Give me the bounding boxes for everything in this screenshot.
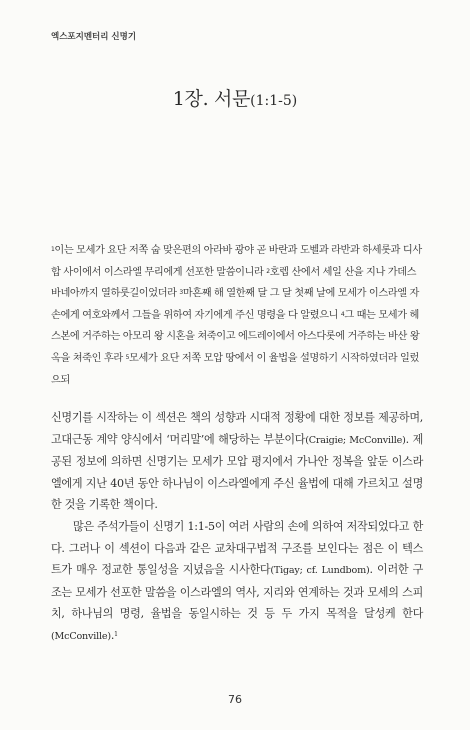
scripture-passage	[51, 240, 423, 391]
paragraph-text: 신명기를 시작하는 이 섹션은 책의 성향과 시대적 정황에 대한 정보를 제공하며, 고대근동 계약 양식에서 ‘머리말’에 해당하는 부분이다	[51, 411, 423, 446]
verse-number: 5	[125, 353, 130, 361]
footnote-marker[interactable]: 1	[114, 630, 118, 638]
verse-number: 2	[266, 267, 270, 275]
citation: (Tigay; cf. Lundbom)	[270, 565, 370, 577]
chapter-title	[0, 84, 470, 111]
verse-number: 4	[340, 310, 345, 318]
running-head: 엑스포지멘터리 신명기	[51, 32, 137, 42]
paragraph-text: 많은 주석가들이 신명기 1:1-5이 여러 사람의 손에 의하여 저작되었다고 한다. 그러나 이 섹션이 다음과 같은 교차대구법적 구조를 보인다는 점은 이 텍스트가 매우 정교한 통일성을 지녔음을 시사한다	[51, 519, 423, 577]
page-number: 76	[228, 693, 242, 706]
verse-text: 모세가 요단 저쪽 모압 땅에서 이 율법을 설명하기 시작하였더라 일렀으되	[51, 352, 419, 386]
paragraph-text: . 제공된 정보에 의하면 신명기는 모세가 모압 평지에서 가나안 정복을 앞둔 이스라엘에게 지난 40년 동안 하나님이 이스라엘에게 주신 율법에 대해 가르치고 설명한 것을 기록한 책이다.	[51, 432, 423, 512]
paragraph-text: .	[110, 628, 115, 642]
verse-number: 1	[51, 246, 55, 253]
commentary-body	[51, 407, 423, 648]
verse-text: 마흔째 해 열한째 달 그 달 첫째 날에 모세가 이스라엘 자손에게 여호와께서 그들을 위하여 자기에게 주신 명령을 다 알렸으니	[51, 288, 419, 321]
paragraph-text: . 이러한 구조는 모세가 선포한 말씀을 이스라엘의 역사, 지리와 연계하는 것과 모세의 스피치, 하나님의 명령, 율법을 동일시하는 것 등 두 가지 목적을 달성케 한다	[51, 563, 423, 621]
verse-text: 이는 모세가 요단 저쪽 숩 맞은편의 아라바 광야 곧 바란과 도벨과 라반과 하세롯과 디사합 사이에서 이스라엘 무리에게 선포한 말씀이니라	[51, 245, 422, 278]
citation: (McConville)	[51, 630, 111, 642]
chapter-title-text: 1장. 서문	[172, 88, 251, 110]
chapter-reference: (1:1-5)	[250, 93, 298, 109]
paragraph	[51, 407, 423, 516]
paragraph	[51, 516, 423, 648]
verse-text: 그 때는 모세가 헤스본에 거주하는 아모리 왕 시혼을 쳐죽이고 에드레이에서 아스다롯에 거주하는 바산 왕 옥을 쳐죽인 후라	[51, 309, 420, 364]
verse-text: 호렙 산에서 세일 산을 지나 가데스 바네아까지 열하룻길이었더라	[51, 266, 417, 300]
citation: (Craigie; McConville)	[305, 434, 406, 446]
verse-number: 3	[179, 289, 183, 297]
